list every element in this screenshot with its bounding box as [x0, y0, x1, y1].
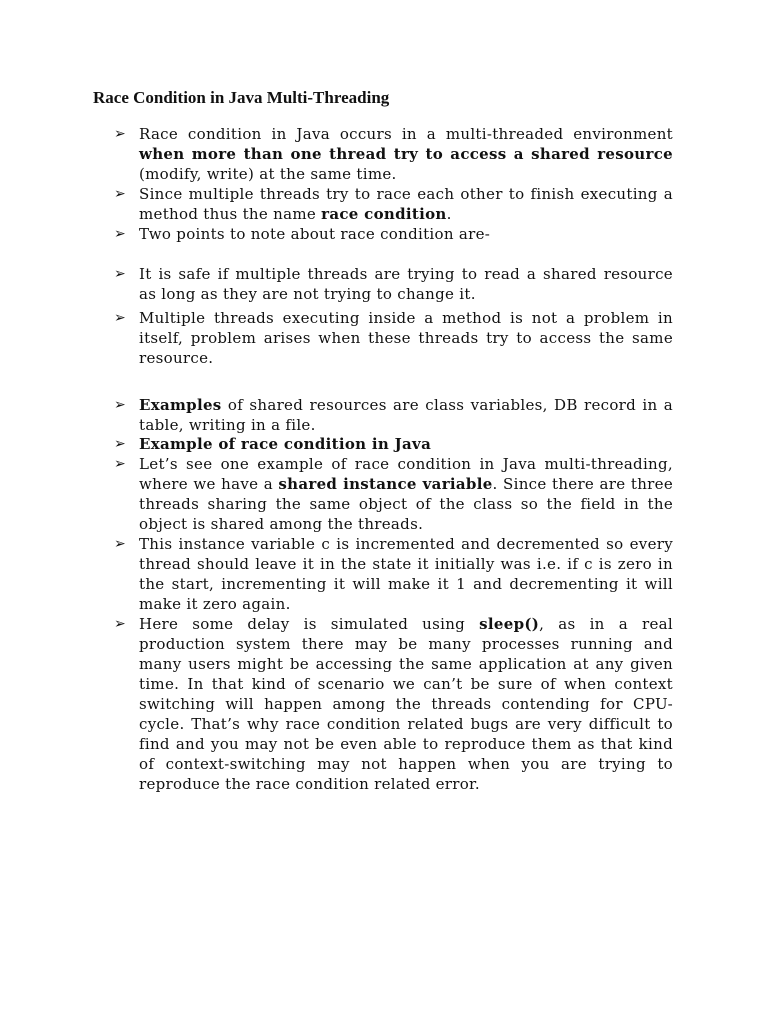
arrowhead-bullet-icon: ➢: [114, 456, 126, 472]
bullet-text: Examples of shared resources are class variables, DB record in a table, writing in a file.: [139, 396, 673, 434]
bullet-text: Since multiple threads try to race each other to finish executing a method thus the name race condition.: [139, 185, 673, 223]
arrowhead-bullet-icon: ➢: [114, 616, 126, 632]
bullet-text: Race condition in Java occurs in a multi-threaded environment when more than one thread try to access a shared resource (modify, write) at the same time.: [139, 125, 673, 183]
arrowhead-bullet-icon: ➢: [114, 126, 126, 142]
arrowhead-bullet-icon: ➢: [114, 397, 126, 413]
bullet-text: Example of race condition in Java: [139, 435, 432, 453]
arrowhead-bullet-icon: ➢: [114, 310, 126, 326]
arrowhead-bullet-icon: ➢: [114, 266, 126, 282]
bullet-text: It is safe if multiple threads are trying to read a shared resource as long as they are not trying to change it.: [139, 265, 673, 303]
bullet-text: Let’s see one example of race condition in Java multi-threading, where we have a shared instance variable. Since there are three threads sharing the same object of the class so the field in the object is shared among the threads.: [139, 455, 673, 533]
document-title: Race Condition in Java Multi-Threading: [93, 88, 390, 107]
bullet-text: This instance variable c is incremented and decremented so every thread should leave it in the state it initially was i.e. if c is zero in the start, incrementing it will make it 1 and decrementing it will make it zero again.: [139, 535, 673, 613]
bullet-text: Two points to note about race condition are-: [139, 225, 491, 243]
arrowhead-bullet-icon: ➢: [114, 226, 126, 242]
bullet-text: Here some delay is simulated using sleep(), as in a real production system there may be many processes running and many users might be accessing the same application at any given time. In that kind of scenario we can’t be sure of when context switching will happen among the threads contending for CPU-cycle. That’s why race condition related bugs are very difficult to find and you may not be even able to reproduce them as that kind of context-switching may not happen when you are trying to reproduce the race condition related error.: [139, 615, 673, 793]
arrowhead-bullet-icon: ➢: [114, 536, 126, 552]
arrowhead-bullet-icon: ➢: [114, 436, 126, 452]
bullet-text: Multiple threads executing inside a method is not a problem in itself, problem arises when these threads try to access the same resource.: [139, 309, 673, 367]
arrowhead-bullet-icon: ➢: [114, 186, 126, 202]
